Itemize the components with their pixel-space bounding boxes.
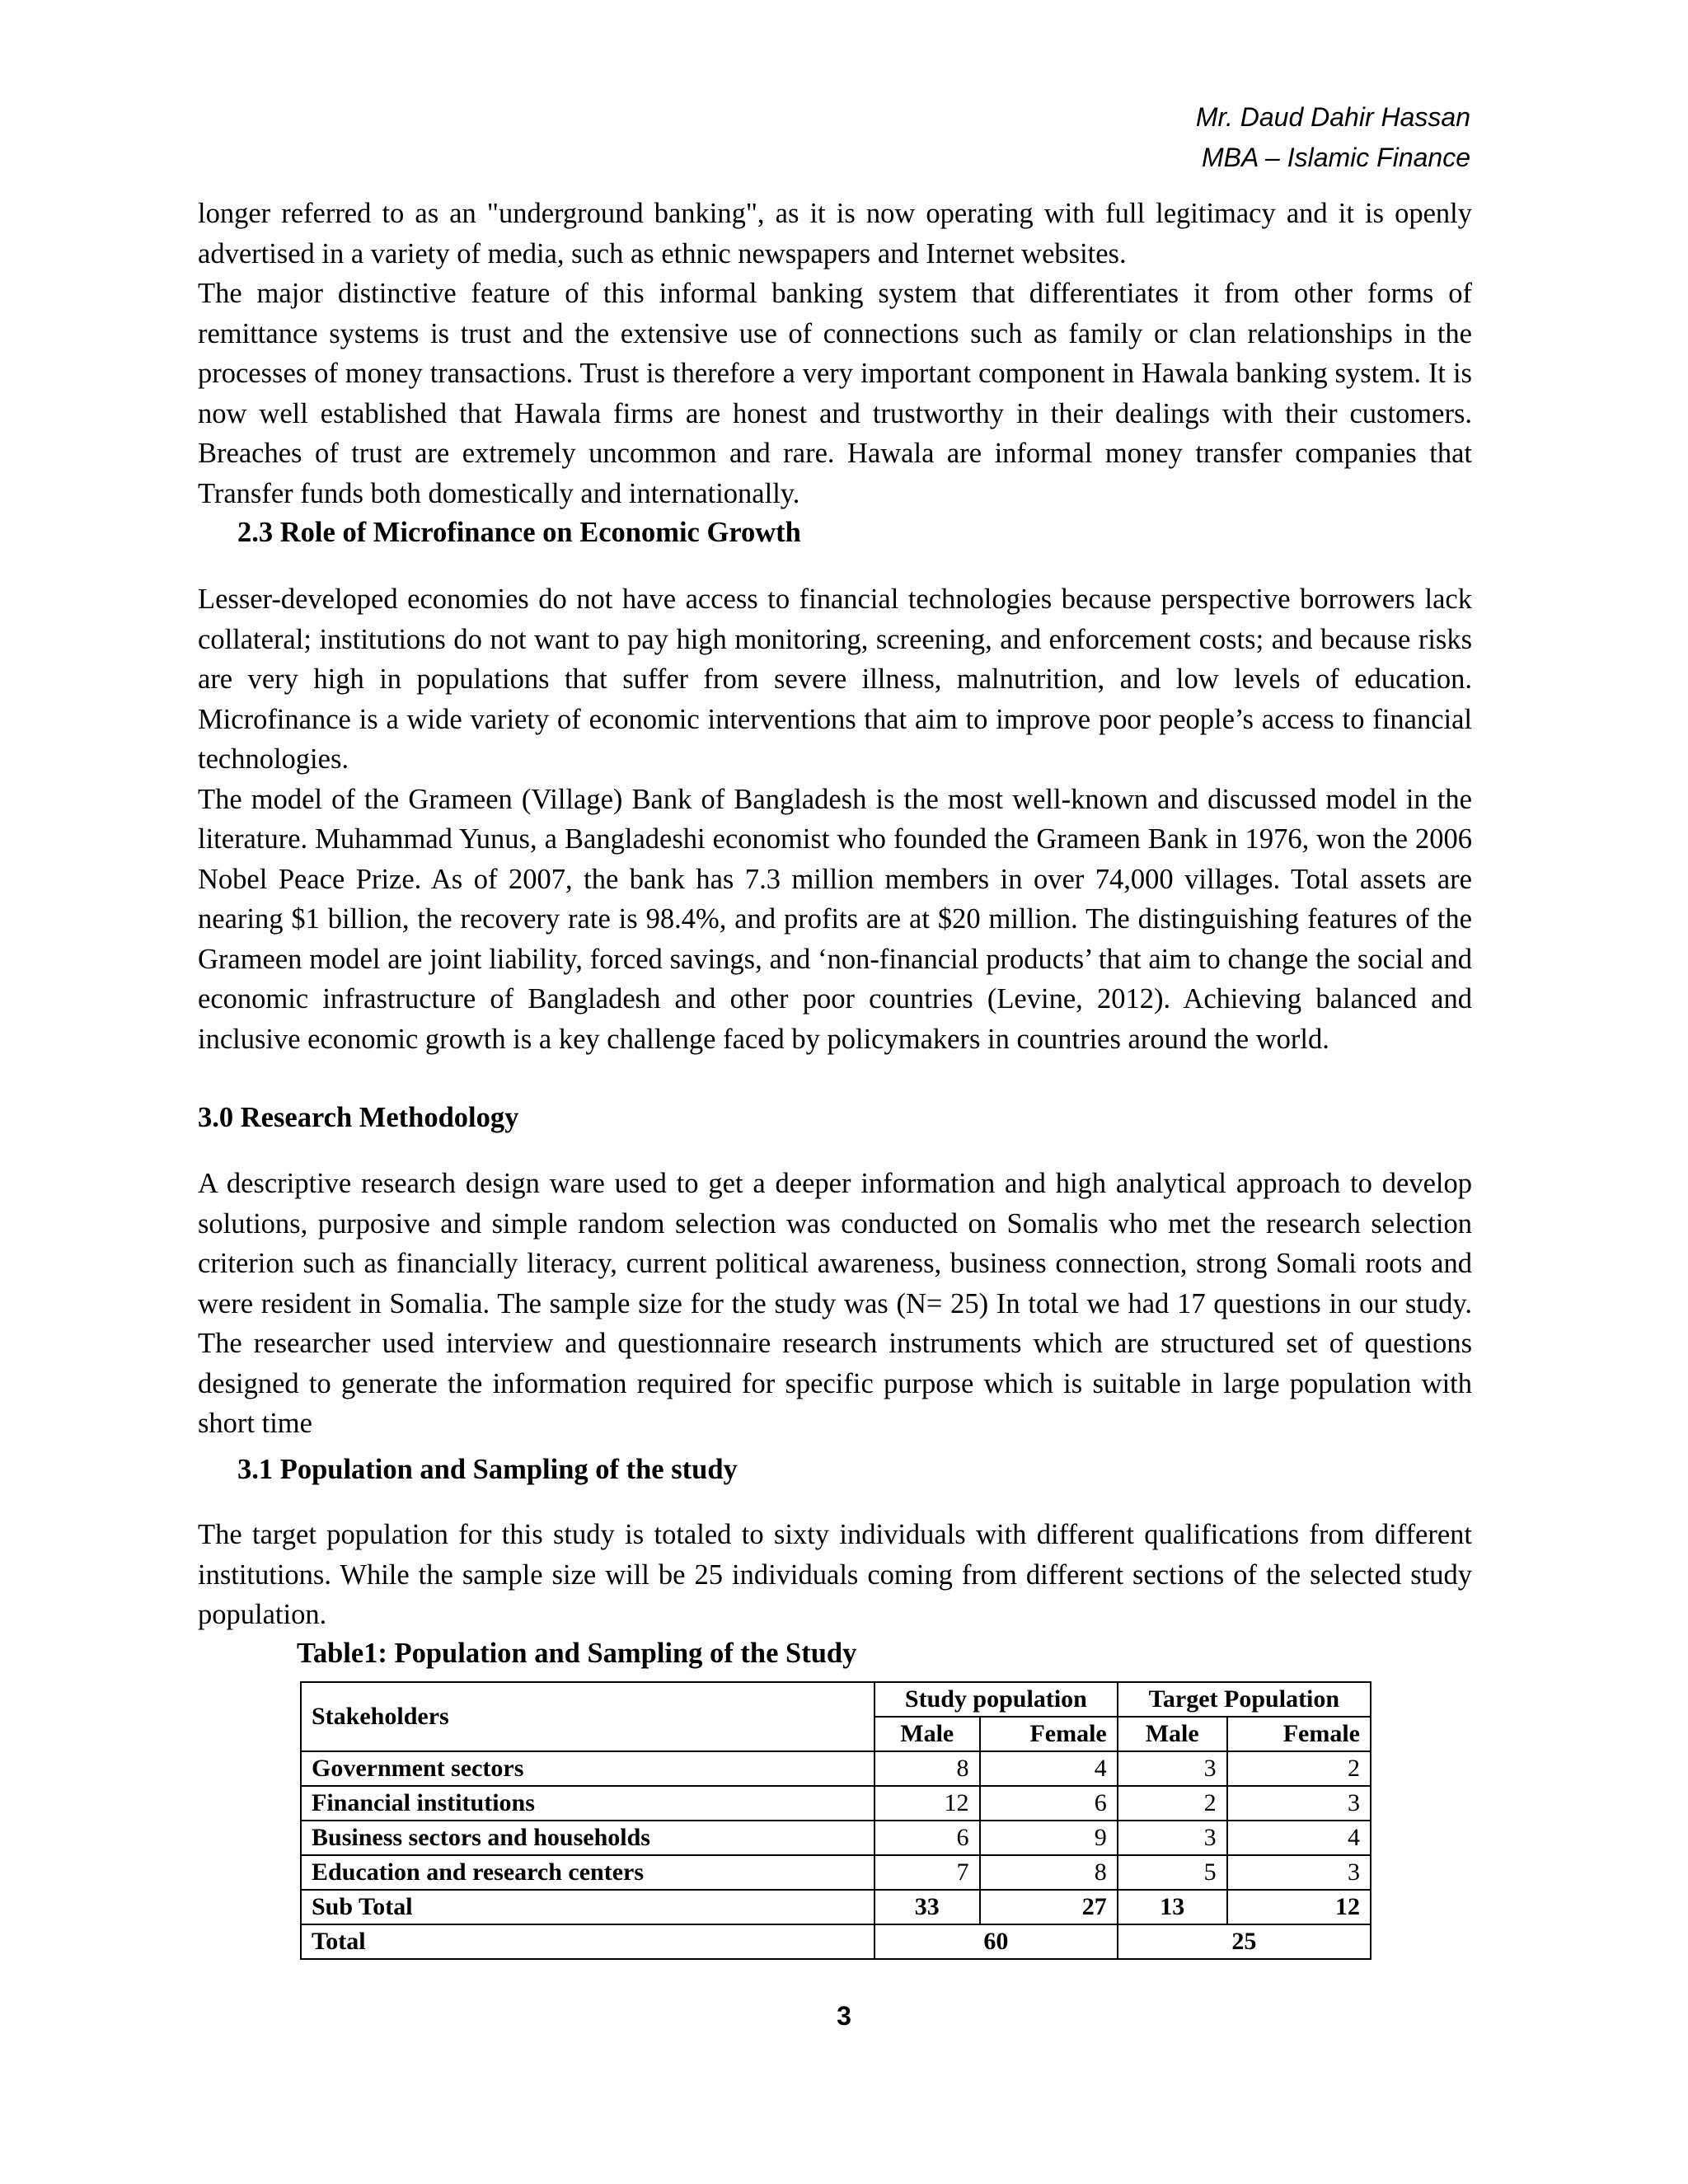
table-row	[301, 1751, 1371, 1786]
target-population-header: Target Population	[1118, 1682, 1371, 1717]
paragraph: The target population for this study is totaled to sixty individuals with different qualifications from different institutions. While the sample size will be 25 individuals coming from different sections of the selected study population.	[198, 1519, 1472, 1630]
study-population-header: Study population	[874, 1682, 1118, 1717]
header-program: MBA – Islamic Finance	[1201, 143, 1470, 172]
page-header	[1196, 97, 1470, 178]
study-female-cell: 8	[980, 1855, 1118, 1890]
target-male-cell: 3	[1118, 1821, 1227, 1855]
target-male-cell: 5	[1118, 1855, 1227, 1890]
target-female-cell: 2	[1227, 1751, 1371, 1786]
paragraph: longer referred to as an "underground banking", as it is now operating with full legitimacy and it is openly advertised in a variety of media, such as ethnic newspapers and Internet websites.	[198, 198, 1472, 269]
target-female-cell: 3	[1227, 1786, 1371, 1821]
paragraph: A descriptive research design ware used to get a deeper information and high analytical approach to develop solutions, purposive and simple random selection was conducted on Somalis who met the research selection criterion such as financially literacy, current political awareness, business connection, strong Somali roots and were resident in Somalia. The sample size for the study was (N= 25) In total we had 17 questions in our study. The researcher used interview and questionnaire research instruments which are structured set of questions designed to generate the information required for specific purpose which is suitable in large population with short time	[198, 1168, 1472, 1439]
header-author: Mr. Daud Dahir Hassan	[1195, 102, 1470, 132]
study-male-cell: 12	[874, 1786, 980, 1821]
target-female-cell: 3	[1227, 1855, 1371, 1890]
subtotal-row	[301, 1890, 1371, 1924]
microfinance-section	[198, 579, 1472, 1059]
table-row	[301, 1786, 1371, 1821]
paragraph: The major distinctive feature of this informal banking system that differentiates it from other forms of remittance systems is trust and the extensive use of connections such as family or clan relationships in the processes of money transactions. Trust is therefore a very important component in Hawala banking system. It is now well established that Hawala firms are honest and trustworthy in their dealings with their customers. Breaches of trust are extremely uncommon and rare. Hawala are informal money transfer companies that Transfer funds both domestically and internationally.	[198, 278, 1472, 509]
target-male-cell: 3	[1118, 1751, 1227, 1786]
total-row	[301, 1924, 1371, 1959]
row-label: Financial institutions	[301, 1786, 874, 1821]
paragraph: Lesser-developed economies do not have access to financial technologies because perspective borrowers lack collateral; institutions do not want to pay high monitoring, screening, and enforcement costs; and because risks are very high in populations that suffer from severe illness, malnutrition, and low levels of education. Microfinance is a wide variety of economic interventions that aim to improve poor people’s access to financial technologies.	[198, 583, 1472, 775]
study-female-cell: 6	[980, 1786, 1118, 1821]
row-label: Government sectors	[301, 1751, 874, 1786]
page-number: 3	[837, 2001, 851, 2031]
stakeholders-header: Stakeholders	[301, 1682, 874, 1751]
subtotal-study-female: 27	[980, 1890, 1118, 1924]
subtotal-label: Sub Total	[301, 1890, 874, 1924]
target-male-cell: 2	[1118, 1786, 1227, 1821]
study-male-cell: 8	[874, 1751, 980, 1786]
subtotal-target-male: 13	[1118, 1890, 1227, 1924]
table-row	[301, 1821, 1371, 1855]
section-heading-3-1: 3.1 Population and Sampling of the study	[237, 1454, 738, 1485]
population-sampling-table	[300, 1681, 1372, 1960]
subtotal-target-female: 12	[1227, 1890, 1371, 1924]
population-section	[198, 1515, 1472, 1635]
subtotal-study-male: 33	[874, 1890, 980, 1924]
hawala-section	[198, 194, 1472, 513]
target-female-cell: 4	[1227, 1821, 1371, 1855]
methodology-section	[198, 1164, 1472, 1444]
section-heading-3-0: 3.0 Research Methodology	[198, 1102, 519, 1133]
study-female-header: Female	[980, 1717, 1118, 1751]
study-female-cell: 9	[980, 1821, 1118, 1855]
total-label: Total	[301, 1924, 874, 1959]
study-female-cell: 4	[980, 1751, 1118, 1786]
table-row	[301, 1855, 1371, 1890]
total-study: 60	[874, 1924, 1118, 1959]
paragraph: The model of the Grameen (Village) Bank of Bangladesh is the most well-known and discussed model in the literature. Muhammad Yunus, a Bangladeshi economist who founded the Grameen Bank in 1976, won the 2006 Nobel Peace Prize. As of 2007, the bank has 7.3 million members in over 74,000 villages. Total assets are nearing $1 billion, the recovery rate is 98.4%, and profits are at $20 million. The distinguishing features of the Grameen model are joint liability, forced savings, and ‘non-financial products’ that aim to change the social and economic infrastructure of Bangladesh and other poor countries (Levine, 2012). Achieving balanced and inclusive economic growth is a key challenge faced by policymakers in countries around the world.	[198, 783, 1472, 1055]
study-male-header: Male	[874, 1717, 980, 1751]
total-target: 25	[1118, 1924, 1371, 1959]
section-heading-2-3: 2.3 Role of Microfinance on Economic Growth	[237, 517, 801, 548]
row-label: Education and research centers	[301, 1855, 874, 1890]
table-caption: Table1: Population and Sampling of the Study	[297, 1638, 857, 1669]
study-male-cell: 6	[874, 1821, 980, 1855]
target-female-header: Female	[1227, 1717, 1371, 1751]
target-male-header: Male	[1118, 1717, 1227, 1751]
row-label: Business sectors and households	[301, 1821, 874, 1855]
study-male-cell: 7	[874, 1855, 980, 1890]
